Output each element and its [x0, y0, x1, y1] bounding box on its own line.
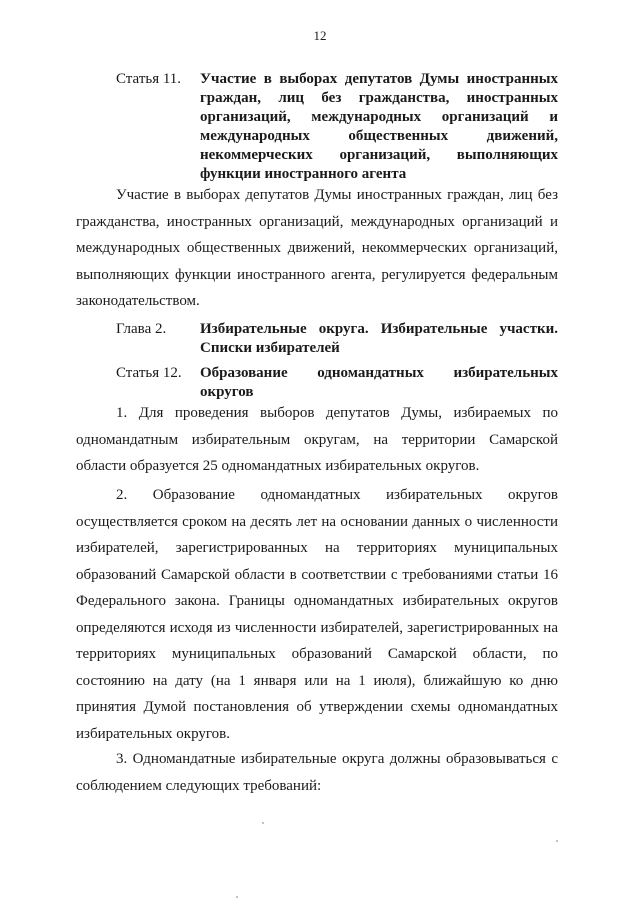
article-12-label: Статья 12.: [116, 365, 182, 381]
article-12-paragraph-2: 2. Образование одномандатных избирательных округов осуществляется сроком на десять лет на основании данных о численности избирателей, зарегистрированных на территориях муниципальных образований Самарской области в соответствии с требованиями статьи 16 Федерального закона. Границы одномандатных избирательных округов определяются исходя из численности избирателей, зарегистрированных на территориях муниципальных образований Самарской области, по состоянию на дату (на 1 января или на 1 июля), ближайшую ко дню принятия Думой постановления об утверждении схемы одномандатных избирательных округов.: [76, 487, 558, 742]
scan-speck: [556, 840, 558, 842]
chapter-2-heading: [116, 320, 558, 358]
article-12-heading: [116, 364, 558, 402]
scan-speck: [262, 822, 264, 824]
article-11-title: Участие в выборах депутатов Думы иностранных граждан, лиц без гражданства, иностранных организаций, международных организаций и международных общественных движений, некоммерческих организаций, выполняющих функции иностранного агента: [200, 71, 558, 182]
article-11-heading: [116, 70, 558, 184]
chapter-2-title: Избирательные округа. Избирательные участки. Списки избирателей: [200, 321, 558, 356]
article-12-paragraph-3: 3. Одномандатные избирательные округа должны образовываться с соблюдением следующих требований:: [76, 751, 558, 794]
page-number: 12: [313, 28, 327, 43]
article-11-body: Участие в выборах депутатов Думы иностранных граждан, лиц без гражданства, иностранных организаций, международных организаций и международных общественных движений, некоммерческих организаций, выполняющих функции иностранного агента, регулируется федеральным законодательством.: [76, 187, 558, 309]
article-12-paragraph-1: 1. Для проведения выборов депутатов Думы, избираемых по одномандатным избирательным округам, на территории Самарской области образуется 25 одномандатных избирательных округов.: [76, 405, 558, 474]
chapter-2-label: Глава 2.: [116, 321, 167, 337]
article-12-title: Образование одномандатных избирательных округов: [200, 365, 558, 400]
article-11-label: Статья 11.: [116, 71, 182, 87]
scan-speck: [236, 896, 238, 898]
